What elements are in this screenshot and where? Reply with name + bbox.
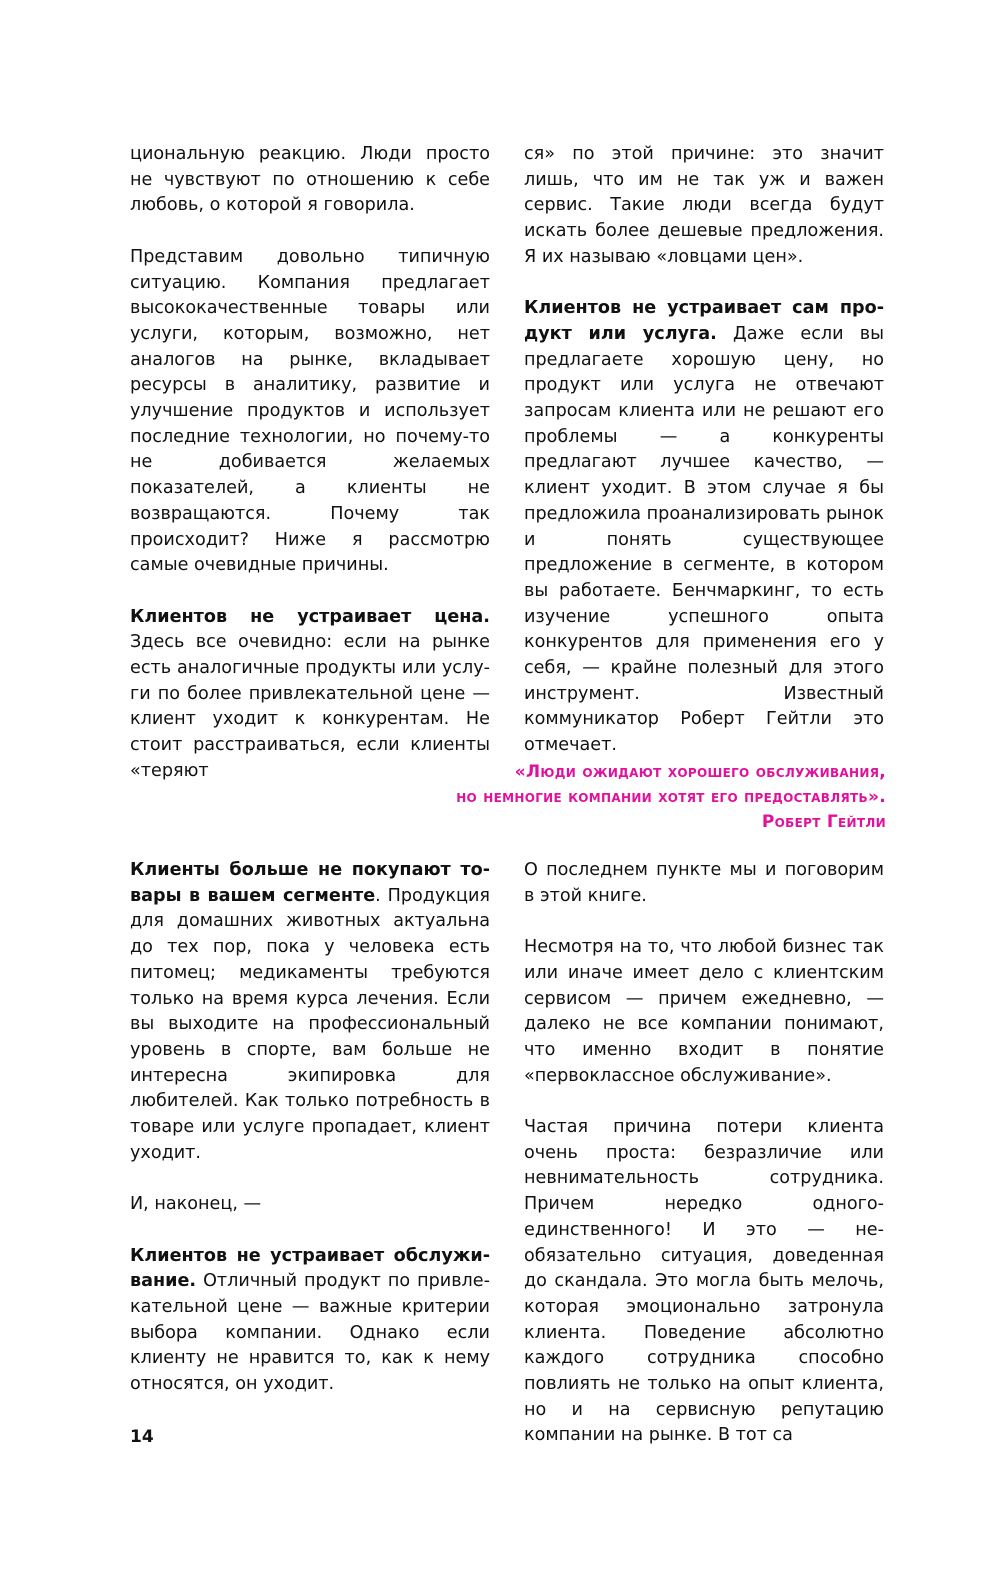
paragraph-heading: Клиентов не устраивает цена. bbox=[130, 606, 490, 627]
paragraph-heading: Клиенты больше не покупают товары в вашем сегменте bbox=[130, 860, 490, 906]
paragraph: циональную реакцию. Люди просто не чувствуют по отношению к себе любовь, о которой я говорила. bbox=[130, 144, 490, 216]
column-bottom-right bbox=[524, 858, 884, 1449]
paragraph: Клиенты больше не покупают товары в вашем сегменте. Продукция для домашних животных актуальна до тех пор, пока у человека есть питомец; медикаменты требуются только на время курса лечения. Если вы выходите на профессиональный уровень в спорте, вам больше не интересна экипировка для любителей. Как только потребность в товаре или услуге пропадает, клиент уходит. bbox=[130, 860, 490, 1163]
paragraph: О последнем пункте мы и поговорим в этой книге. bbox=[524, 860, 884, 906]
paragraph-heading: Клиентов не устраивает обслуживание. bbox=[130, 1245, 490, 1292]
paragraph-heading: Клиентов не устраивает сам продукт или услуга. bbox=[524, 298, 884, 344]
paragraph: И, наконец, — bbox=[130, 1194, 262, 1215]
paragraph: ся» по этой причине: это значит лишь, что им не так уж и важен сервис. Такие люди всегда будут искать более дешевые предложения. Я их называю «ловцами цен». bbox=[524, 144, 884, 267]
paragraph: Частая причина потери клиента очень проста: безразличие или невнимательность сотрудника. Причем нередко одного-единственного! И это — необязательно ситуация, доведенная до скандала. Это могла быть мелочь, которая эмоционально затронула клиента. Поведение абсолютно каждого сотрудника способно повлиять не только на опыт клиента, но и на сервисную репутацию компании на рынке. В тот са bbox=[524, 1117, 884, 1446]
pull-quote bbox=[186, 760, 886, 835]
paragraph: Несмотря на то, что любой бизнес так или иначе имеет дело с клиентским сервисом — причем ежедневно, — далеко не все компании понимают, что именно входит в понятие «первоклассное обслуживание». bbox=[524, 937, 884, 1086]
paragraph: Клиентов не устраивает обслуживание. Отличный продукт по привлекательной цене — важные критерии выбора компании. Однако если клиенту не нравится то, как к нему относятся, он уходит. bbox=[130, 1245, 490, 1395]
quote-line-1: «Люди ожидают хорошего обслуживания, bbox=[514, 762, 886, 782]
column-top-right bbox=[524, 142, 884, 759]
quote-line-2: но немногие компании хотят его предоставлять». bbox=[456, 787, 886, 807]
paragraph: Клиентов не устраивает сам продукт или услуга. Даже если вы предлагаете хорошую цену, но продукт или услуга не отвечают запросам клиента или не решают его проблемы — а конкуренты предлагают лучшее качество, — клиент уходит. В этом случае я бы предложила проанализировать рынок и понять существующее предложение в сегменте, в котором вы работаете. Бенчмаркинг, то есть изучение успешного опыта конкурентов для применения его у себя, — крайне полезный для этого инструмент. Известный коммуникатор Роберт Гейтли это отмечает. bbox=[524, 298, 884, 756]
paragraph: Представим довольно типичную ситуацию. Компания предлагает высококачественные товары или услуги, которым, возможно, нет аналогов на рынке, вкладывает ресурсы в аналитику, развитие и улучшение продуктов и использует последние технологии, но почему-то не добивается желаемых показателей, а клиенты не возвращаются. Почему так происходит? Ниже я рассмотрю самые очевидные причины. bbox=[130, 246, 490, 576]
quote-author: Роберт Гейтли bbox=[761, 812, 886, 832]
column-bottom-left bbox=[130, 858, 490, 1398]
column-top-left bbox=[130, 142, 490, 785]
page-number: 14 bbox=[130, 1427, 154, 1447]
paragraph: Клиентов не устраивает цена. Здесь все очевидно: если на рынке есть аналогичные продукты или услуги по более привлекательной цене — клиент уходит к конкурентам. Не стоит расстраиваться, если клиенты «теряют bbox=[130, 606, 490, 781]
